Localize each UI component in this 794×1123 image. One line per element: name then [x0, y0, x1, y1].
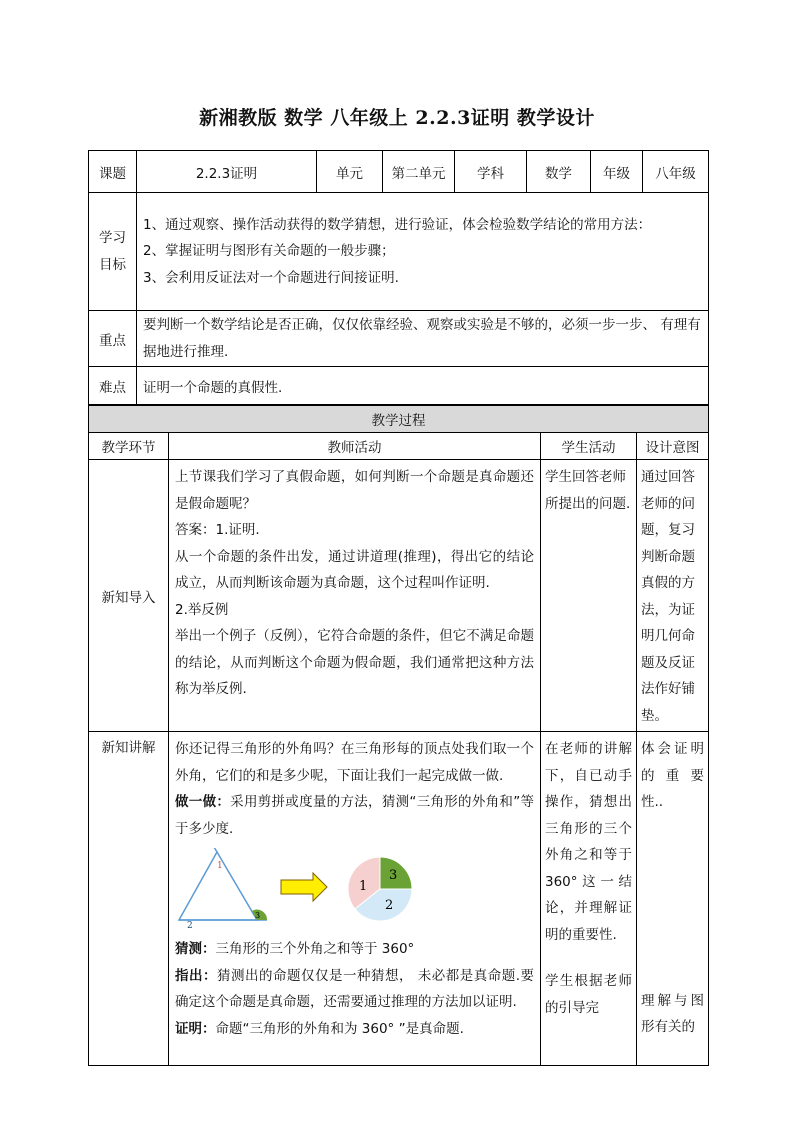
intro-teacher — [169, 460, 541, 732]
triangle-pie-illustration — [175, 848, 425, 932]
unit-label: 单元 — [317, 151, 383, 193]
key-point-label: 重点 — [89, 311, 137, 367]
pie-chart — [348, 857, 412, 921]
col-teacher: 教师活动 — [169, 433, 541, 460]
explain-student-1: 在老师的讲解下，自已动手操作，猜想出三角形的三个外角之和等于360°这一结论，并理解证明的重要性. — [545, 741, 632, 943]
explain-p3 — [175, 936, 534, 963]
explain-teacher — [169, 732, 541, 1066]
proof-label: 证明： — [175, 1020, 216, 1037]
objectives-label-line1: 学习 — [99, 230, 126, 246]
objectives-content — [137, 193, 709, 311]
pie-label-3: 3 — [389, 868, 398, 883]
difficulty-text: 证明一个命题的真假性. — [137, 367, 709, 405]
fig-label-1: 1 — [217, 861, 223, 871]
objective-item: 1、通过观察、操作活动获得的数学猜想，进行验证，体会检验数学结论的常用方法： — [143, 216, 652, 233]
course-value: 2.2.3证明 — [137, 151, 317, 193]
arrow-icon — [281, 873, 327, 901]
difficulty-label: 难点 — [89, 367, 137, 405]
extended-side-top — [211, 848, 217, 852]
explain-intent-1: 体会证明的 重 要性.. — [641, 741, 704, 810]
guess-label: 猜测： — [175, 941, 216, 957]
intro-teacher-line: 从一个命题的条件出发，通过讲道理(推理)，得出它的结论成立，从而判断该命题为真命题，这个过程叫作证明. — [175, 548, 534, 591]
col-stage: 教学环节 — [89, 433, 169, 460]
explain-p2 — [175, 789, 534, 842]
do-it-text: 采用剪拼或度量的方法，猜测“三角形的外角和”等于多少度. — [175, 794, 534, 837]
intro-stage: 新知导入 — [89, 460, 169, 732]
objectives-label-line2: 目标 — [99, 256, 126, 273]
point-out-text: 猜测出的命题仅仅是一种猜想， 未必都是真命题.要确定这个命题是真命题，还需要通过推理的方法加以证明. — [175, 967, 534, 1010]
objective-item: 2、掌握证明与图形有关命题的一般步骤； — [143, 243, 395, 260]
guess-text: 三角形的三个外角之和等于 360° — [215, 941, 415, 957]
pie-label-2: 2 — [385, 898, 394, 913]
explain-p1: 你还记得三角形的外角吗？在三角形每的顶点处我们取一个外角，它们的和是多少呢，下面让我们一起完成做一做. — [175, 741, 534, 784]
key-point-text: 要判断一个数学结论是否正确，仅仅依靠经验、观察或实验是不够的，必须一步一步、 有理有据地进行推理. — [137, 311, 709, 367]
explain-intent-2: 理解与图形有关的 — [641, 992, 704, 1035]
unit-value: 第二单元 — [383, 151, 455, 193]
do-it-label: 做一做： — [175, 794, 231, 810]
fig-label-3: 3 — [255, 911, 261, 920]
explain-intent — [637, 732, 709, 1066]
explain-p5 — [175, 1016, 534, 1043]
explain-student — [541, 732, 637, 1066]
lesson-info-table — [88, 150, 709, 405]
teaching-process-table — [88, 405, 709, 1066]
document-title: 新湘教版 数学 八年级上 2.2.3证明 教学设计 — [199, 107, 595, 129]
exterior-angle-figure — [175, 848, 534, 932]
course-label: 课题 — [89, 151, 137, 193]
subject-value: 数学 — [527, 151, 591, 193]
objectives-label — [89, 193, 137, 311]
objective-item: 3、会利用反证法对一个命题进行间接证明. — [143, 269, 399, 286]
point-out-label: 指出： — [175, 967, 217, 984]
intro-teacher-line: 举出一个例子（反例），它符合命题的条件，但它不满足命题的结论，从而判断这个命题为假命题，我们通常把这种方法称为举反例. — [175, 628, 534, 697]
proof-text: 命题“三角形的外角和为 360° ”是真命题. — [215, 1020, 464, 1037]
intro-teacher-line: 2.举反例 — [175, 601, 229, 618]
intro-intent: 通过回答老师的问题，复习判断命题真假的方法，为证明几何命题及反证法作好铺垫。 — [637, 460, 709, 732]
intro-student: 学生回答老师所提出的问题. — [541, 460, 637, 732]
pie-label-1: 1 — [359, 879, 368, 894]
explain-student-2: 学生根据老师的引导完 — [545, 973, 632, 1016]
col-intent: 设计意图 — [637, 433, 709, 460]
intro-teacher-line: 上节课我们学习了真假命题，如何判断一个命题是真命题还是假命题呢？ — [175, 469, 534, 512]
explain-stage: 新知讲解 — [89, 732, 169, 1066]
process-title: 教学过程 — [89, 406, 709, 433]
grade-value: 八年级 — [643, 151, 709, 193]
intro-teacher-line: 答案：1.证明. — [175, 522, 260, 538]
explain-p4 — [175, 963, 534, 1016]
subject-label: 学科 — [455, 151, 527, 193]
fig-label-2: 2 — [187, 921, 193, 931]
grade-label: 年级 — [591, 151, 643, 193]
col-student: 学生活动 — [541, 433, 637, 460]
